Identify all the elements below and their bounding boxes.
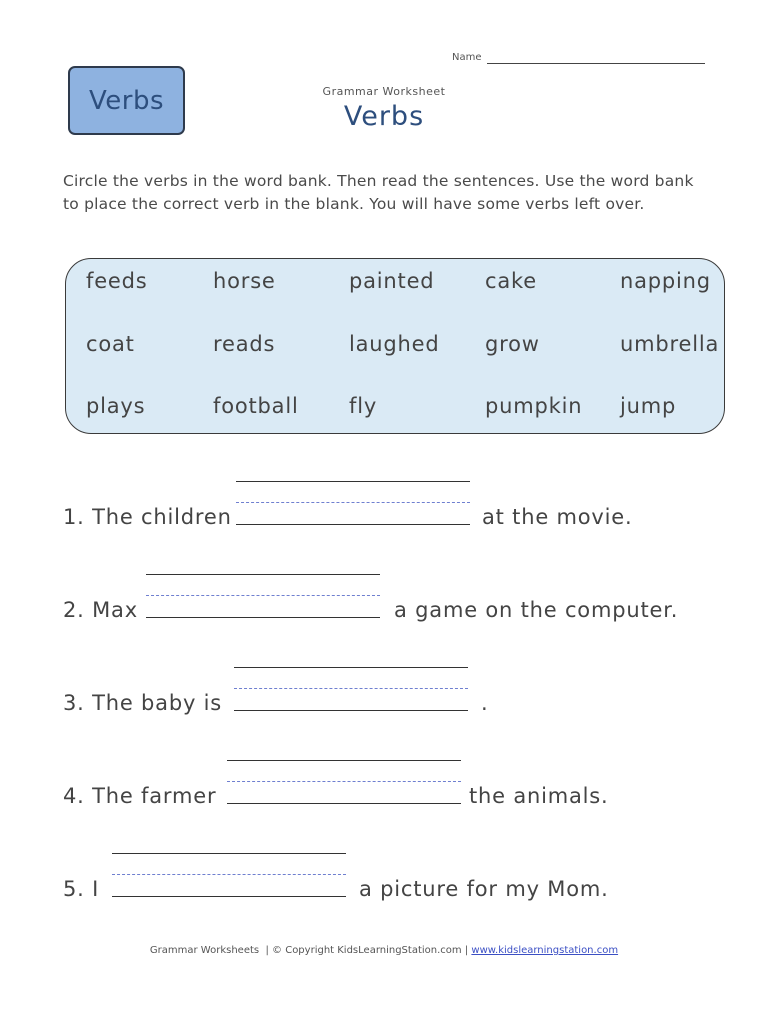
word-bank-word[interactable]: plays <box>86 394 146 418</box>
sentence-3-start: 3. The baby is <box>63 691 223 715</box>
footer-label: Grammar Worksheets <box>149 945 260 956</box>
word-bank-word[interactable]: napping <box>620 269 711 293</box>
sentence-4-start: 4. The farmer <box>63 784 217 808</box>
word-bank-word[interactable]: feeds <box>86 269 148 293</box>
word-bank-word[interactable]: football <box>213 394 299 418</box>
word-bank-word[interactable]: coat <box>86 332 135 356</box>
sentence-2-start: 2. Max <box>63 598 138 622</box>
word-bank-word[interactable]: horse <box>213 269 276 293</box>
name-label: Name <box>452 52 482 63</box>
instructions-text: Circle the verbs in the word bank. Then read the sentences. Use the word bank to place the correct verb in the blank. You will have some verbs left over. <box>63 172 694 213</box>
sentence-4-end: the animals. <box>469 784 609 808</box>
worksheet-subtitle: Grammar Worksheet <box>322 85 446 98</box>
word-bank-word[interactable]: laughed <box>349 332 440 356</box>
footer-copyright: | © Copyright KidsLearningStation.com | <box>265 945 469 956</box>
word-bank-word[interactable]: reads <box>213 332 276 356</box>
word-bank-word[interactable]: grow <box>485 332 540 356</box>
word-bank-word[interactable]: umbrella <box>620 332 720 356</box>
footer <box>0 945 768 956</box>
word-bank-word[interactable]: fly <box>349 394 378 418</box>
sentence-5-start: 5. I <box>63 877 100 901</box>
sentence-2-end: a game on the computer. <box>394 598 679 622</box>
sentence-3-end: . <box>481 691 489 715</box>
sentence-1-start: 1. The children <box>63 505 232 529</box>
footer-link[interactable]: www.kidslearningstation.com <box>471 945 619 956</box>
word-bank-word[interactable]: painted <box>349 269 435 293</box>
name-blank-line[interactable] <box>487 63 705 64</box>
word-bank <box>65 258 725 434</box>
word-bank-word[interactable]: cake <box>485 269 537 293</box>
worksheet-title: Verbs <box>343 101 425 132</box>
word-bank-word[interactable]: jump <box>620 394 677 418</box>
verbs-badge: Verbs <box>68 66 185 135</box>
sentence-1-end: at the movie. <box>482 505 633 529</box>
sentence-5-end: a picture for my Mom. <box>359 877 609 901</box>
word-bank-word[interactable]: pumpkin <box>485 394 583 418</box>
